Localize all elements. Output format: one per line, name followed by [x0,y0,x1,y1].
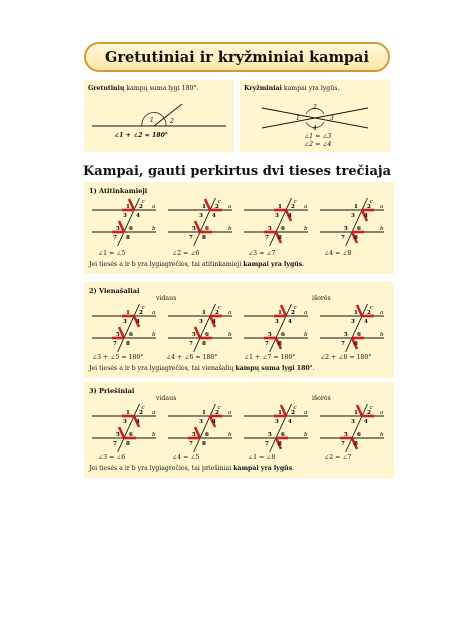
angle-number: 7 [265,441,269,447]
angle-number: 5 [192,226,196,232]
angle-number: 4 [136,319,140,325]
section-heading: 2) Vienašaliai [89,287,140,295]
label-b: b [152,432,156,438]
label-b: b [228,332,232,338]
section-heading: 3) Priešiniai [89,387,135,395]
label-a: a [228,410,232,416]
angle-number: 3 [351,213,355,219]
title-banner [84,42,390,72]
label-c: c [293,405,297,411]
label-a: a [228,310,232,316]
angle-number: 5 [344,332,348,338]
rule-note [89,465,294,472]
label-b: b [380,226,384,232]
equation-1: ∠3 + ∠5 = 180° [92,354,144,361]
angle-number: 1 [354,410,358,416]
angle-number: 7 [113,441,117,447]
adjacent-label-1: 1 [150,117,154,124]
equation-1: ∠1 = ∠5 [98,250,126,257]
angle-number: 5 [268,432,272,438]
angle-number: 4 [364,213,368,219]
label-c: c [217,405,221,411]
angle-number: 5 [116,226,120,232]
angle-number: 8 [354,441,358,447]
outer-label: išorės [312,295,331,302]
label-c: c [141,199,145,205]
angle-number: 2 [291,410,295,416]
label-c: c [369,305,373,311]
angle-number: 5 [116,432,120,438]
angle-number: 4 [364,319,368,325]
angle-number: 5 [268,332,272,338]
angle-number: 3 [351,319,355,325]
label-b: b [228,226,232,232]
label-b: b [228,432,232,438]
equation-4: ∠4 = ∠8 [324,250,352,257]
label-c: c [293,305,297,311]
angle-number: 7 [265,341,269,347]
note-post: . [302,261,305,268]
note-bold: kampai yra lygūs [243,261,303,268]
angle-number: 7 [341,341,345,347]
adjacent-angles-diagram [84,80,234,152]
angle-number: 3 [123,319,127,325]
angle-number: 2 [215,310,219,316]
equation-3: ∠3 = ∠7 [248,250,276,257]
angle-number: 1 [202,410,206,416]
angle-number: 6 [205,432,209,438]
label-a: a [304,310,308,316]
angle-number: 7 [189,341,193,347]
vertical-heading: Kryžminiai [244,85,282,92]
rule-note [89,261,304,268]
label-a: a [152,310,156,316]
angle-number: 6 [205,332,209,338]
label-c: c [369,199,373,205]
note-post: . [312,365,315,372]
label-a: a [380,310,384,316]
vertical-desc: kampai yra lygūs. [281,85,340,92]
inner-label: vidaus [156,295,177,302]
angle-number: 8 [126,235,130,241]
angle-number: 8 [126,341,130,347]
angle-number: 7 [189,441,193,447]
note-pre: Jei tiesės a ir b yra lygiagrečios, tai vienašalių [89,365,236,372]
outer-label: išorės [312,395,331,402]
vertical-label-3: 3 [330,115,334,122]
label-a: a [152,410,156,416]
angle-number: 1 [354,310,358,316]
vertical-angles-panel [240,80,390,152]
section-heading: 1) Atitinkamieji [89,187,148,195]
angle-number: 5 [192,332,196,338]
angle-number: 4 [212,319,216,325]
label-a: a [228,204,232,210]
angle-number: 4 [136,419,140,425]
label-a: a [304,204,308,210]
angle-number: 2 [367,310,371,316]
angle-number: 6 [129,226,133,232]
angle-number: 7 [189,235,193,241]
angle-number: 2 [291,204,295,210]
vertical-formula-1: ∠1 = ∠3 [304,133,332,140]
note-post: . [292,465,295,472]
angle-number: 8 [202,441,206,447]
angle-number: 6 [281,332,285,338]
angle-number: 8 [354,235,358,241]
label-a: a [152,204,156,210]
angle-number: 2 [367,410,371,416]
note-bold: kampų suma lygi 180° [235,365,313,372]
angle-number: 1 [202,310,206,316]
equation-1: ∠3 = ∠6 [98,454,126,461]
equation-4: ∠2 = ∠7 [324,454,352,461]
label-c: c [141,305,145,311]
adjacent-heading: Gretutinių [88,85,125,92]
angle-number: 6 [205,226,209,232]
angle-number: 8 [202,235,206,241]
angle-number: 5 [344,226,348,232]
angle-number: 6 [357,226,361,232]
angle-number: 1 [126,310,130,316]
angle-number: 2 [139,410,143,416]
angle-number: 3 [123,419,127,425]
adjacent-label-2: 2 [170,118,174,125]
angle-number: 8 [354,341,358,347]
vertical-label-2: 2 [313,104,317,111]
equation-3: ∠1 + ∠7 = 180° [244,354,296,361]
page-title: Gretutiniai ir kryžminiai kampai [105,48,369,66]
angle-number: 4 [288,213,292,219]
angle-number: 6 [357,432,361,438]
angle-number: 4 [288,319,292,325]
section-title: Kampai, gauti perkirtus dvi tieses trečiaja [82,164,391,179]
angle-number: 1 [354,204,358,210]
angle-number: 6 [357,332,361,338]
angle-number: 1 [126,410,130,416]
label-a: a [380,204,384,210]
angle-number: 8 [278,441,282,447]
angle-number: 4 [212,419,216,425]
equation-2: ∠4 = ∠5 [172,454,200,461]
angle-number: 4 [288,419,292,425]
angle-number: 6 [281,226,285,232]
angle-number: 1 [278,204,282,210]
equation-3: ∠1 = ∠8 [248,454,276,461]
angle-number: 2 [215,410,219,416]
label-c: c [217,199,221,205]
angle-number: 5 [268,226,272,232]
label-c: c [293,199,297,205]
angle-number: 2 [367,204,371,210]
label-c: c [141,405,145,411]
angle-number: 3 [123,213,127,219]
equation-2: ∠2 = ∠6 [172,250,200,257]
angle-number: 8 [278,235,282,241]
label-b: b [152,226,156,232]
angle-number: 7 [113,341,117,347]
angle-number: 2 [139,204,143,210]
angle-number: 7 [265,235,269,241]
label-a: a [304,410,308,416]
angle-number: 7 [341,235,345,241]
angle-number: 1 [126,204,130,210]
angle-number: 4 [212,213,216,219]
label-b: b [380,432,384,438]
note-pre: Jei tiesės a ir b yra lygiagrečios, tai atitinkamieji [89,261,244,268]
vertical-formula-2: ∠2 = ∠4 [304,141,332,148]
angle-number: 8 [202,341,206,347]
angle-number: 6 [129,432,133,438]
angle-number: 3 [199,319,203,325]
angle-number: 1 [202,204,206,210]
label-b: b [152,332,156,338]
angle-number: 5 [116,332,120,338]
angle-number: 1 [278,310,282,316]
angle-number: 8 [278,341,282,347]
angle-number: 4 [136,213,140,219]
label-b: b [304,332,308,338]
angle-number: 3 [275,319,279,325]
label-c: c [369,405,373,411]
angle-number: 7 [113,235,117,241]
angle-number: 4 [364,419,368,425]
section-corresponding [84,182,394,274]
angle-number: 3 [275,419,279,425]
section-co-interior [84,282,394,378]
angle-number: 7 [341,441,345,447]
equation-2: ∠4 + ∠6 = 180° [166,354,218,361]
rule-note [89,365,315,372]
adjacent-ray [154,104,182,126]
adjacent-formula: ∠1 + ∠2 = 180° [114,132,168,139]
angle-number: 5 [192,432,196,438]
vertical-label-1: 1 [296,115,300,122]
angle-number: 2 [215,204,219,210]
angle-number: 3 [199,213,203,219]
adjacent-angles-panel [84,80,234,152]
angle-number: 6 [129,332,133,338]
angle-number: 8 [126,441,130,447]
label-b: b [304,432,308,438]
angle-number: 6 [281,432,285,438]
label-b: b [304,226,308,232]
inner-label: vidaus [156,395,177,402]
angle-number: 3 [275,213,279,219]
adjacent-arc-2 [164,118,166,126]
note-pre: Jei tiesės a ir b yra lygiagrečios, tai priešiniai [89,465,234,472]
note-bold: kampai yra lygūs [233,465,293,472]
vertical-label-4: 4 [313,125,317,132]
angle-number: 2 [139,310,143,316]
angle-number: 2 [291,310,295,316]
label-b: b [380,332,384,338]
adjacent-desc: kampų suma lygi 180°. [124,85,199,92]
label-a: a [380,410,384,416]
angle-number: 5 [344,432,348,438]
section-alternate [84,382,394,478]
label-c: c [217,305,221,311]
angle-number: 1 [278,410,282,416]
angle-number: 3 [199,419,203,425]
equation-4: ∠2 + ∠8 = 180° [320,354,372,361]
angle-number: 3 [351,419,355,425]
